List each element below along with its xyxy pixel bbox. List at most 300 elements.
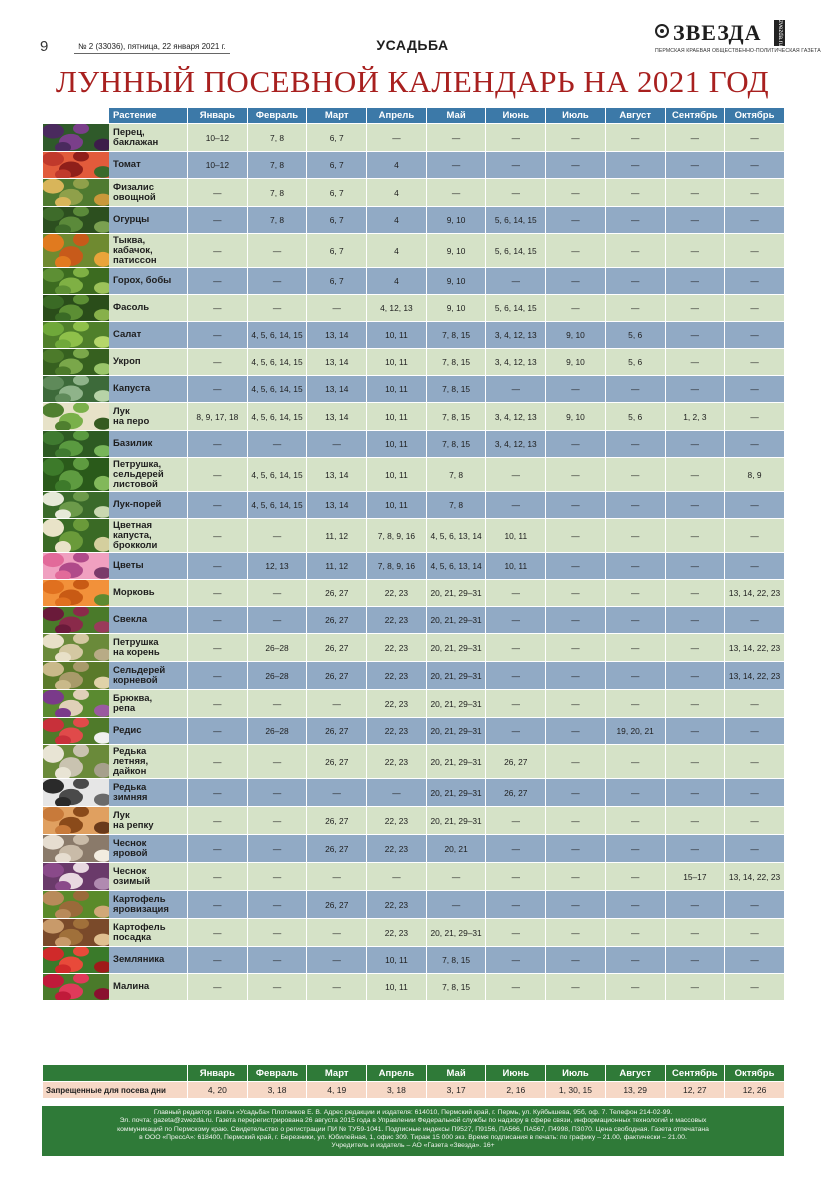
sowing-days-cell: —	[486, 376, 546, 403]
sowing-days-cell: 3, 4, 12, 13	[486, 431, 546, 458]
sowing-days-cell: 11, 12	[307, 519, 367, 553]
plant-photo-cell	[43, 807, 109, 835]
plant-photo-cell	[43, 974, 109, 1001]
month-header: Октябрь	[725, 108, 785, 124]
sowing-days-cell: 5, 6	[605, 403, 665, 431]
plant-photo-cell	[43, 322, 109, 349]
sowing-days-cell: —	[188, 891, 248, 919]
sowing-days-cell: 22, 23	[367, 718, 427, 745]
sowing-days-cell: —	[188, 268, 248, 295]
sowing-days-cell: 3, 4, 12, 13	[486, 403, 546, 431]
sowing-days-cell: 26–28	[247, 634, 307, 662]
sowing-days-cell: —	[725, 322, 785, 349]
sowing-days-cell: 20, 21, 29–31	[426, 745, 486, 779]
sowing-days-cell: 4, 5, 6, 14, 15	[247, 322, 307, 349]
sowing-days-cell: —	[426, 179, 486, 207]
sowing-days-cell: —	[546, 458, 606, 492]
plant-photo	[43, 974, 109, 1000]
plant-photo-cell	[43, 458, 109, 492]
sowing-days-cell: —	[725, 349, 785, 376]
sowing-days-cell: 20, 21, 29–31	[426, 690, 486, 718]
sowing-days-cell: —	[605, 295, 665, 322]
sowing-days-cell: —	[546, 234, 606, 268]
sowing-days-cell: —	[546, 718, 606, 745]
plant-name: Картофель яровизация	[109, 891, 188, 919]
sowing-days-cell: 13, 14	[307, 458, 367, 492]
sowing-days-cell: —	[725, 607, 785, 634]
sowing-days-cell: 12, 13	[247, 553, 307, 580]
month-header: Август	[605, 108, 665, 124]
sowing-days-cell: —	[665, 349, 725, 376]
plant-name: Земляника	[109, 947, 188, 974]
sowing-days-cell: —	[605, 947, 665, 974]
sowing-days-cell: —	[546, 974, 606, 1001]
plant-photo-cell	[43, 919, 109, 947]
plant-photo-cell	[43, 492, 109, 519]
table-row	[43, 519, 785, 553]
sowing-days-cell: 10, 11	[367, 403, 427, 431]
sowing-days-cell: —	[725, 519, 785, 553]
sowing-days-cell: —	[605, 745, 665, 779]
sowing-days-cell: 7, 8	[426, 492, 486, 519]
table-row	[43, 690, 785, 718]
plant-photo	[43, 349, 109, 375]
sowing-days-cell: —	[486, 492, 546, 519]
sowing-days-cell: 8, 9, 17, 18	[188, 403, 248, 431]
sowing-days-cell: —	[546, 268, 606, 295]
table-row	[43, 634, 785, 662]
sowing-days-cell: —	[188, 974, 248, 1001]
sowing-days-cell: —	[665, 295, 725, 322]
table-row	[43, 891, 785, 919]
sowing-days-cell: 4, 5, 6, 14, 15	[247, 403, 307, 431]
sowing-days-cell: —	[725, 947, 785, 974]
sowing-days-cell: 7, 8, 15	[426, 403, 486, 431]
table-header-row	[43, 108, 785, 124]
table-row	[43, 268, 785, 295]
table-row	[43, 431, 785, 458]
sowing-days-cell: 13, 14	[307, 492, 367, 519]
sowing-days-cell: —	[605, 492, 665, 519]
sowing-days-cell: —	[188, 349, 248, 376]
table-row	[43, 745, 785, 779]
table-row	[43, 974, 785, 1001]
plant-name: Редька зимняя	[109, 779, 188, 807]
sowing-days-cell: —	[665, 891, 725, 919]
sowing-days-cell: 10, 11	[367, 458, 427, 492]
plant-photo	[43, 268, 109, 294]
plant-photo	[43, 152, 109, 178]
sowing-days-cell: —	[605, 690, 665, 718]
sowing-days-cell: 6, 7	[307, 207, 367, 234]
sowing-days-cell: —	[247, 607, 307, 634]
plant-name: Перец, баклажан	[109, 124, 188, 152]
sowing-days-cell: —	[605, 553, 665, 580]
sowing-days-cell: 22, 23	[367, 662, 427, 690]
plant-photo-cell	[43, 662, 109, 690]
table-row	[43, 553, 785, 580]
plant-photo-cell	[43, 179, 109, 207]
prohibited-month-header: Сентябрь	[665, 1065, 725, 1082]
sowing-days-cell: —	[665, 179, 725, 207]
sowing-days-cell: —	[307, 690, 367, 718]
sowing-days-cell: 4, 12, 13	[367, 295, 427, 322]
sowing-days-cell: —	[546, 376, 606, 403]
sowing-days-cell: —	[605, 607, 665, 634]
sowing-days-cell: —	[665, 519, 725, 553]
sowing-days-cell: 26–28	[247, 718, 307, 745]
sowing-days-cell: —	[665, 718, 725, 745]
sowing-days-cell: —	[546, 779, 606, 807]
plant-name: Петрушка на корень	[109, 634, 188, 662]
sowing-days-cell: —	[546, 553, 606, 580]
sowing-days-cell: —	[605, 458, 665, 492]
sowing-days-cell: —	[725, 553, 785, 580]
plant-photo-cell	[43, 718, 109, 745]
sowing-days-cell: —	[247, 891, 307, 919]
plant-name: Цветная капуста, брокколи	[109, 519, 188, 553]
sowing-days-cell: —	[546, 863, 606, 891]
sowing-days-cell: 4	[367, 234, 427, 268]
sowing-days-cell: —	[546, 634, 606, 662]
sowing-days-cell: —	[665, 268, 725, 295]
sowing-days-cell: —	[188, 580, 248, 607]
sowing-days-cell: 4, 5, 6, 14, 15	[247, 349, 307, 376]
sowing-days-cell: —	[367, 779, 427, 807]
issue-info: № 2 (33036), пятница, 22 января 2021 г.	[74, 40, 230, 54]
plant-name: Сельдерей корневой	[109, 662, 188, 690]
plant-name: Малина	[109, 974, 188, 1001]
sowing-days-cell: —	[665, 634, 725, 662]
prohibited-month-header: Октябрь	[725, 1065, 785, 1082]
table-row	[43, 947, 785, 974]
sowing-days-cell: —	[546, 919, 606, 947]
sowing-days-cell: 10, 11	[486, 553, 546, 580]
sowing-days-cell: 22, 23	[367, 891, 427, 919]
sowing-days-cell: —	[307, 974, 367, 1001]
sowing-days-cell: 7, 8, 15	[426, 349, 486, 376]
sowing-days-cell: —	[188, 835, 248, 863]
sowing-days-cell: —	[546, 179, 606, 207]
sowing-days-cell: —	[605, 807, 665, 835]
plant-name: Картофель посадка	[109, 919, 188, 947]
plant-photo	[43, 580, 109, 606]
sowing-days-cell: —	[665, 207, 725, 234]
plant-photo-cell	[43, 152, 109, 179]
plant-name: Чеснок озимый	[109, 863, 188, 891]
plant-name: Физалис овощной	[109, 179, 188, 207]
table-row	[43, 403, 785, 431]
plant-photo	[43, 403, 109, 430]
sowing-days-cell: 7, 8	[426, 458, 486, 492]
month-header: Июль	[546, 108, 606, 124]
sowing-days-cell: —	[426, 152, 486, 179]
plant-photo-cell	[43, 268, 109, 295]
plant-name: Морковь	[109, 580, 188, 607]
plant-name: Цветы	[109, 553, 188, 580]
section-title: УСАДЬБА	[376, 37, 449, 53]
sowing-days-cell: —	[546, 947, 606, 974]
sowing-days-cell: —	[725, 492, 785, 519]
sowing-days-cell: 10–12	[188, 152, 248, 179]
prohibited-header-row	[43, 1065, 785, 1082]
table-row	[43, 662, 785, 690]
brand-name: ЗВЕЗДА	[673, 20, 762, 45]
sowing-days-cell: —	[247, 519, 307, 553]
sowing-days-cell: —	[486, 835, 546, 863]
sowing-days-cell: 9, 10	[426, 234, 486, 268]
sowing-days-cell: —	[188, 431, 248, 458]
prohibited-days-cell: 3, 17	[426, 1082, 486, 1099]
table-row	[43, 718, 785, 745]
sowing-days-cell: 7, 8, 9, 16	[367, 519, 427, 553]
sowing-days-cell: 3, 4, 12, 13	[486, 322, 546, 349]
plant-photo	[43, 919, 109, 946]
sowing-days-cell: —	[725, 807, 785, 835]
prohibited-days-label: Запрещенные для посева дни	[43, 1082, 188, 1099]
sowing-days-cell: —	[486, 919, 546, 947]
sowing-days-cell: —	[605, 974, 665, 1001]
footer-line: Эл. почта: gazeta@zwezda.ru. Газета перерегистрирована 26 августа 2015 года в Управлении Федеральной службы по надзору в сфере связи, информационных технологий и массовых	[119, 1117, 707, 1125]
plant-photo	[43, 234, 109, 267]
sowing-days-cell: —	[546, 690, 606, 718]
sowing-days-cell: 22, 23	[367, 919, 427, 947]
star-emblem-icon	[655, 24, 669, 38]
page-title: ЛУННЫЙ ПОСЕВНОЙ КАЛЕНДАРЬ НА 2021 ГОД	[55, 64, 770, 99]
sowing-days-cell: —	[247, 690, 307, 718]
sowing-days-cell: —	[665, 974, 725, 1001]
table-row	[43, 234, 785, 268]
plant-name: Свекла	[109, 607, 188, 634]
sowing-days-cell: 9, 10	[426, 268, 486, 295]
sowing-days-cell: 8, 9	[725, 458, 785, 492]
plant-photo	[43, 458, 109, 491]
sowing-days-cell: 26–28	[247, 662, 307, 690]
sowing-days-cell: —	[247, 779, 307, 807]
sowing-days-cell: —	[426, 891, 486, 919]
sowing-days-cell: 10, 11	[367, 947, 427, 974]
sowing-days-cell: —	[546, 662, 606, 690]
plant-photo-cell	[43, 519, 109, 553]
plant-photo	[43, 431, 109, 457]
sowing-days-cell: 20, 21, 29–31	[426, 807, 486, 835]
sowing-days-cell: —	[486, 179, 546, 207]
sowing-days-cell: —	[725, 403, 785, 431]
sowing-days-cell: 4	[367, 207, 427, 234]
sowing-days-cell: —	[725, 779, 785, 807]
sowing-days-cell: —	[665, 376, 725, 403]
sowing-days-cell: —	[605, 234, 665, 268]
sowing-days-cell: —	[188, 690, 248, 718]
table-row	[43, 863, 785, 891]
plant-photo	[43, 634, 109, 661]
sowing-days-cell: —	[665, 662, 725, 690]
plant-photo	[43, 891, 109, 918]
sowing-days-cell: —	[247, 295, 307, 322]
table-row	[43, 179, 785, 207]
sowing-days-cell: —	[307, 431, 367, 458]
sowing-days-cell: 13, 14, 22, 23	[725, 863, 785, 891]
sowing-days-cell: 20, 21, 29–31	[426, 718, 486, 745]
sowing-days-cell: —	[725, 152, 785, 179]
sowing-days-cell: 7, 8, 15	[426, 974, 486, 1001]
sowing-days-cell: —	[546, 207, 606, 234]
sowing-days-cell: —	[546, 519, 606, 553]
sowing-days-cell: 10, 11	[367, 322, 427, 349]
sowing-days-cell: 10, 11	[367, 376, 427, 403]
sowing-days-cell: —	[486, 690, 546, 718]
plant-photo-cell	[43, 947, 109, 974]
sowing-days-cell: —	[486, 634, 546, 662]
sowing-days-cell: 9, 10	[426, 207, 486, 234]
prohibited-days-cell: 12, 26	[725, 1082, 785, 1099]
sowing-days-cell: —	[486, 607, 546, 634]
sowing-days-cell: —	[605, 519, 665, 553]
plant-photo-cell	[43, 863, 109, 891]
sowing-days-cell: —	[725, 124, 785, 152]
sowing-days-cell: 20, 21, 29–31	[426, 919, 486, 947]
plant-photo	[43, 690, 109, 717]
sowing-days-cell: 1, 2, 3	[665, 403, 725, 431]
month-header: Апрель	[367, 108, 427, 124]
table-row	[43, 376, 785, 403]
prohibited-days-cell: 1, 30, 15	[546, 1082, 606, 1099]
sowing-days-cell: 13, 14, 22, 23	[725, 634, 785, 662]
sowing-days-cell: —	[605, 580, 665, 607]
sowing-days-cell: 11, 12	[307, 553, 367, 580]
plant-photo	[43, 179, 109, 206]
sowing-days-cell: 20, 21, 29–31	[426, 662, 486, 690]
sowing-days-cell: 26, 27	[307, 835, 367, 863]
sowing-days-cell: 7, 8	[247, 179, 307, 207]
sowing-days-cell: —	[605, 179, 665, 207]
sowing-days-cell: —	[188, 234, 248, 268]
sowing-days-cell: 13, 14	[307, 403, 367, 431]
sowing-calendar-table	[42, 107, 785, 1001]
plant-name: Лук на перо	[109, 403, 188, 431]
sowing-days-cell: —	[605, 863, 665, 891]
plant-photo	[43, 553, 109, 579]
plant-photo-cell	[43, 553, 109, 580]
plant-photo-cell	[43, 779, 109, 807]
sowing-days-cell: 4, 5, 6, 13, 14	[426, 519, 486, 553]
plant-name: Базилик	[109, 431, 188, 458]
sowing-days-cell: —	[725, 745, 785, 779]
sowing-days-cell: 26, 27	[307, 718, 367, 745]
plant-photo	[43, 607, 109, 633]
plant-photo	[43, 835, 109, 862]
sowing-days-cell: 22, 23	[367, 634, 427, 662]
month-header: Май	[426, 108, 486, 124]
sowing-days-cell: —	[188, 779, 248, 807]
plant-photo-cell	[43, 431, 109, 458]
sowing-days-cell: —	[486, 807, 546, 835]
sowing-days-cell: —	[188, 607, 248, 634]
sowing-days-cell: 4	[367, 268, 427, 295]
sowing-days-cell: 13, 14, 22, 23	[725, 662, 785, 690]
brand-logo	[655, 20, 821, 60]
prohibited-days-row	[43, 1082, 785, 1099]
sowing-days-cell: 26, 27	[486, 779, 546, 807]
plant-name: Лук-порей	[109, 492, 188, 519]
plant-name: Тыква, кабачок, патиссон	[109, 234, 188, 268]
sowing-days-cell: 26, 27	[307, 580, 367, 607]
sowing-days-cell: —	[605, 431, 665, 458]
sowing-days-cell: 20, 21	[426, 835, 486, 863]
imprint-footer	[42, 1106, 784, 1156]
sowing-days-cell: —	[546, 431, 606, 458]
sowing-days-cell: —	[486, 863, 546, 891]
sowing-days-cell: 22, 23	[367, 690, 427, 718]
plant-column-header: Растение	[109, 108, 188, 124]
sowing-days-cell: —	[188, 322, 248, 349]
month-header: Январь	[188, 108, 248, 124]
sowing-days-cell: —	[725, 234, 785, 268]
sowing-days-cell: —	[546, 807, 606, 835]
sowing-days-cell: —	[486, 662, 546, 690]
prohibited-month-header: Апрель	[367, 1065, 427, 1082]
sowing-days-cell: 13, 14	[307, 349, 367, 376]
plant-photo-cell	[43, 295, 109, 322]
sowing-days-cell: —	[247, 919, 307, 947]
sowing-days-cell: —	[725, 207, 785, 234]
sowing-days-cell: —	[725, 295, 785, 322]
plant-photo-cell	[43, 745, 109, 779]
sowing-days-cell: —	[725, 891, 785, 919]
plant-name: Томат	[109, 152, 188, 179]
sowing-days-cell: —	[307, 947, 367, 974]
plant-name: Петрушка, сельдерей листовой	[109, 458, 188, 492]
sowing-days-cell: —	[188, 179, 248, 207]
sowing-days-cell: —	[605, 779, 665, 807]
table-row	[43, 807, 785, 835]
sowing-days-cell: —	[486, 458, 546, 492]
sowing-days-cell: 7, 8, 15	[426, 322, 486, 349]
sowing-days-cell: —	[367, 863, 427, 891]
sowing-days-cell: 5, 6	[605, 349, 665, 376]
plant-photo	[43, 124, 109, 151]
page-number: 9	[40, 38, 49, 55]
plant-photo-cell	[43, 891, 109, 919]
plant-photo	[43, 207, 109, 233]
plant-photo-cell	[43, 634, 109, 662]
prohibited-days-cell: 13, 29	[605, 1082, 665, 1099]
plant-photo	[43, 779, 109, 806]
sowing-days-cell: 13, 14	[307, 322, 367, 349]
footer-line: коммуникаций по Пермскому краю. Свидетельство о регистрации ПИ № ТУ59-1041. Подписные индексы П9527, П9156, ПА566, ПА567, П4998, П3070. Цена свободная. Газета отпечатана	[117, 1125, 709, 1133]
sowing-days-cell: —	[605, 207, 665, 234]
sowing-days-cell: 4, 5, 6, 14, 15	[247, 492, 307, 519]
sowing-days-cell: 26, 27	[307, 745, 367, 779]
plant-name: Брюква, репа	[109, 690, 188, 718]
plant-name: Укроп	[109, 349, 188, 376]
sowing-days-cell: —	[188, 718, 248, 745]
sowing-days-cell: —	[725, 974, 785, 1001]
sowing-days-cell: 5, 6, 14, 15	[486, 295, 546, 322]
sowing-days-cell: —	[725, 718, 785, 745]
sowing-days-cell: —	[486, 891, 546, 919]
sowing-days-cell: —	[486, 718, 546, 745]
sowing-days-cell: 10, 11	[367, 431, 427, 458]
sowing-days-cell: 22, 23	[367, 607, 427, 634]
sowing-days-cell: —	[307, 919, 367, 947]
sowing-days-cell: —	[188, 458, 248, 492]
prohibited-days-cell: 4, 20	[188, 1082, 248, 1099]
sowing-days-cell: —	[605, 124, 665, 152]
sowing-days-cell: —	[486, 152, 546, 179]
sowing-days-cell: —	[247, 835, 307, 863]
prohibited-month-header: Март	[307, 1065, 367, 1082]
